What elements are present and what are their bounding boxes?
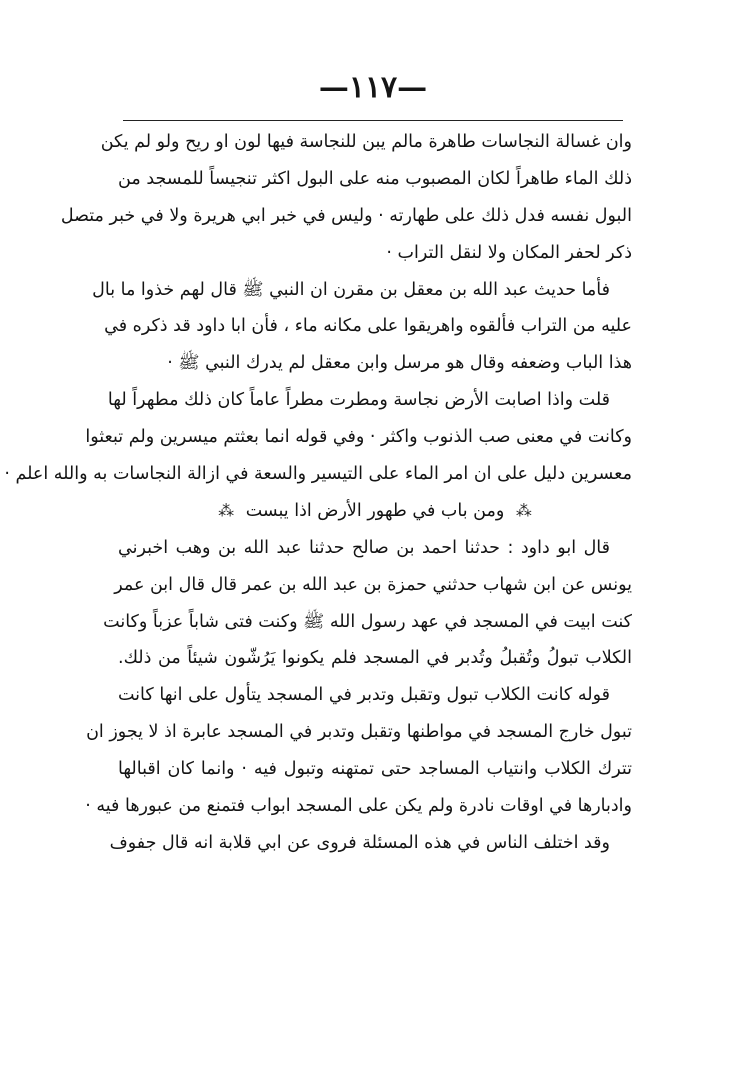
text-line-12: قال ابو داود : حدثنا احمد بن صالح حدثنا عبد الله بن وهب اخبرني — [118, 537, 610, 558]
text-line-5: فأما حديث عبد الله بن معقل بن مقرن ان النبي ﷺ قال لهم خذوا ما بال — [92, 279, 610, 300]
text-line-14: كنت ابيت في المسجد في عهد رسول الله ﷺ وكنت فتى شاباً عزباً وكانت — [103, 611, 632, 632]
text-line-8: قلت واذا اصابت الأرض نجاسة ومطرت مطراً عاماً كان ذلك مطهراً لها — [107, 390, 610, 411]
ornament-right-icon: ⁂ — [515, 500, 532, 520]
text-line-19: وادبارها في اوقات نادرة ولم يكن على المسجد ابواب فتمنع من عبورها فيه · — [85, 796, 632, 817]
section-heading-text: ومن باب في طهور الأرض اذا يبست — [245, 500, 505, 521]
text-line-3: البول نفسه فدل ذلك على طهارته · وليس في خبر ابي هريرة ولا في خبر متصل — [60, 205, 632, 226]
text-line-20: وقد اختلف الناس في هذه المسئلة فروى عن ابي قلابة انه قال جفوف — [109, 832, 610, 853]
text-line-15: الكلاب تبولُ وتُقبلُ وتُدبر في المسجد فلم يكونوا يَرُشّون شيئاً من ذلك. — [118, 648, 632, 669]
text-line-16: قوله كانت الكلاب تبول وتقبل وتدبر في المسجد يتأول على انها كانت — [118, 685, 610, 706]
page-number: —١١٧— — [318, 70, 428, 105]
text-line-4: ذكر لحفر المكان ولا لنقل التراب · — [386, 242, 632, 263]
text-line-2: ذلك الماء طاهراً لكان المصبوب منه على البول اكثر تنجيساً للمسجد من — [118, 168, 632, 189]
text-line-7: هذا الباب وضعفه وقال هو مرسل وابن معقل لم يدرك النبي ﷺ · — [167, 353, 632, 374]
page-body — [4, 124, 632, 862]
text-line-17: تبول خارج المسجد في مواطنها وتقبل وتدبر في المسجد عابرة اذ لا يجوز ان — [86, 722, 632, 743]
text-line-6: عليه من التراب فألقوه واهريقوا على مكانه ماء ، فأن ابا داود قد ذكره في — [104, 316, 632, 337]
text-line-1: وان غسالة النجاسات طاهرة مالم يبن للنجاسة فيها لون او ريح ولو لم يكن — [100, 132, 632, 152]
ornament-left-icon: ⁂ — [218, 500, 235, 520]
text-line-10: معسرين دليل على ان امر الماء على التيسير والسعة في ازالة النجاسات به والله اعلم · — [4, 464, 632, 485]
section-heading — [118, 493, 632, 530]
text-line-18: تترك الكلاب وانتياب المساجد حتى تمتهنه وتبول فيه · وانما كان اقبالها — [118, 759, 632, 780]
text-line-9: وكانت في معنى صب الذنوب واكثر · وفي قوله انما بعثتم ميسرين ولم تبعثوا — [85, 427, 632, 448]
text-line-13: يونس عن ابن شهاب حدثني حمزة بن عبد الله بن عمر قال قال ابن عمر — [114, 574, 632, 595]
header-rule — [123, 120, 623, 121]
